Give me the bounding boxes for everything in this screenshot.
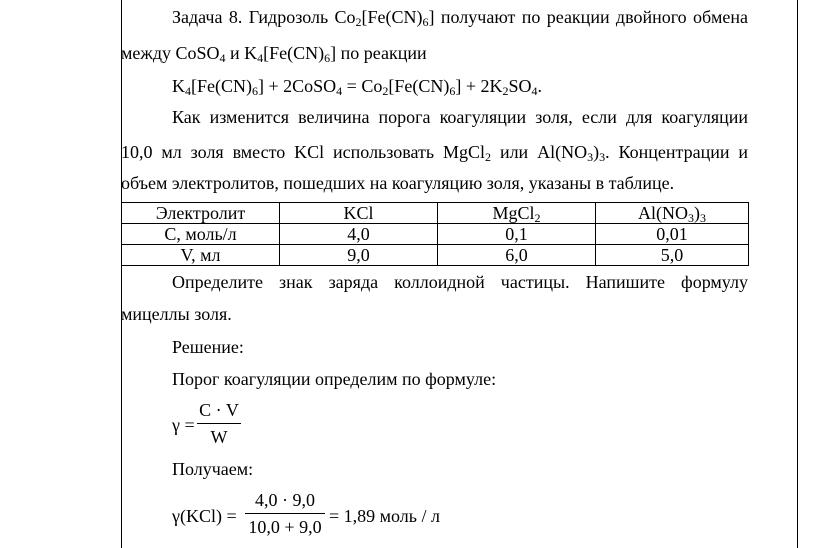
task-line-2: мицеллы золя. bbox=[121, 304, 232, 324]
table-row bbox=[122, 245, 749, 266]
calc-lhs: γ(KCl) = bbox=[172, 506, 237, 526]
problem-line-1: Задача 8. Гидрозоль $Co_2[Fe(CN)_6]$ получают по реакции двойного обмена bbox=[172, 7, 749, 29]
solution-intro: Порог коагуляции определим по формуле: bbox=[172, 369, 497, 389]
table-header-cell: $Al(NO_3)_3$ bbox=[596, 203, 749, 224]
solution-get: Получаем: bbox=[172, 459, 254, 479]
table-cell: С, моль/л bbox=[122, 224, 280, 245]
table-row bbox=[122, 224, 749, 245]
table-header-cell: KCl bbox=[280, 203, 438, 224]
table-header-cell: Электролит bbox=[122, 203, 280, 224]
calc-fraction bbox=[245, 489, 325, 538]
table-cell: V, мл bbox=[122, 245, 280, 266]
solution-title: Решение: bbox=[172, 337, 244, 357]
table-cell: 0,01 bbox=[596, 224, 749, 245]
formula-lhs: γ = bbox=[172, 415, 195, 435]
calc-numerator: 4,0 · 9,0 bbox=[255, 490, 315, 510]
table-cell: 4,0 bbox=[280, 224, 438, 245]
task-line-1: Определите знак заряда коллоидной частицы. Напишите формулу bbox=[172, 272, 748, 292]
electrolyte-table bbox=[121, 202, 749, 266]
calc-result: = 1,89 моль / л bbox=[329, 506, 440, 526]
table-header-row bbox=[122, 203, 749, 224]
problem-line-2: между CoSO$_4$ и $K_4[Fe(CN)_6]$ по реакции bbox=[121, 43, 427, 65]
problem-heading: Задача 8. bbox=[172, 7, 243, 27]
problem-question-line-3: объем электролитов, пошедших на коагуляцию золя, указаны в таблице. bbox=[121, 173, 675, 193]
fraction-bar bbox=[245, 513, 325, 514]
right-page-border bbox=[797, 0, 798, 548]
fraction-bar bbox=[197, 423, 241, 424]
table-cell: 5,0 bbox=[596, 245, 749, 266]
table-cell: 9,0 bbox=[280, 245, 438, 266]
formula-numerator: C · V bbox=[199, 400, 239, 420]
problem-question-line-1: Как изменится величина порога коагуляции золя, если для коагуляции bbox=[172, 107, 748, 127]
table-cell: 6,0 bbox=[438, 245, 596, 266]
formula-fraction bbox=[197, 399, 241, 448]
left-page-border bbox=[121, 0, 122, 548]
table-cell: 0,1 bbox=[438, 224, 596, 245]
table-header-cell: MgCl$_2$ bbox=[438, 203, 596, 224]
calc-denominator: 10,0 + 9,0 bbox=[248, 517, 322, 537]
formula-denominator: W bbox=[210, 427, 228, 447]
problem-question-line-2: 10,0 мл золя вместо KCl использовать MgCl$_2$ или $Al(NO_3)_3$. Концентрации и bbox=[121, 142, 748, 164]
reaction-equation: $K_4[Fe(CN)_6]$ + 2CoSO$_4$ = $Co_2[Fe(CN)_6] + 2K_2SO_4$. bbox=[172, 76, 543, 98]
